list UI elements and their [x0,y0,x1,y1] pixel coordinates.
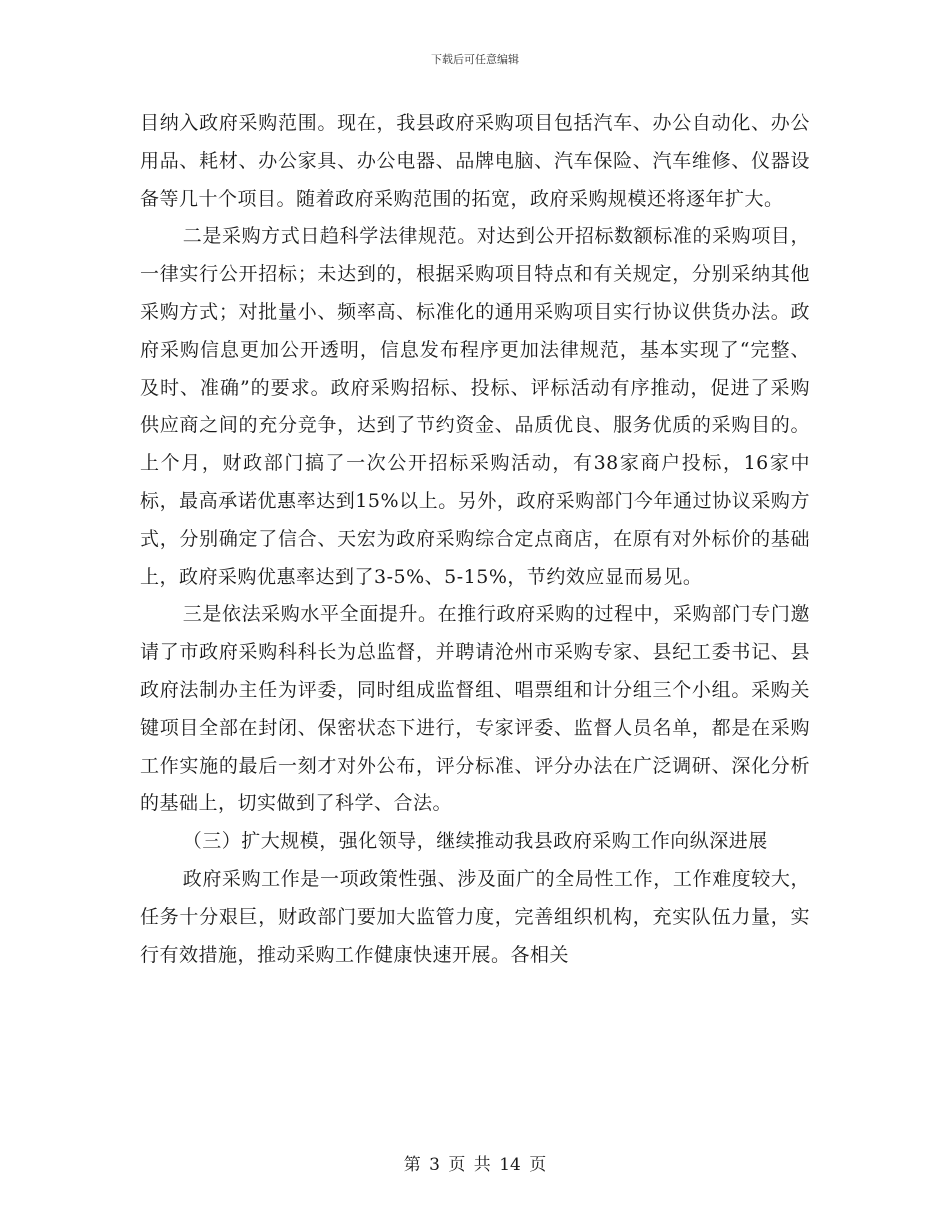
document-body [140,105,810,974]
section-heading: （三）扩大规模，强化领导，继续推动我县政府采购工作向纵深进展 [182,830,768,853]
page-header-note: 下载后可任意编辑 [431,53,519,66]
paragraph-procurement-methods: 二是采购方式日趋科学法律规范。对达到公开招标数额标准的采购项目，一律实行公开招标；未达到的，根据采购项目特点和有关规定，分别采纳其他采购方式；对批量小、频率高、标准化的通用采购项目实行协议供货办法。政府采购信息更加公开透明，信息发布程序更加法律规范，基本实现了“完整、及时、准确”的要求。政府采购招标、投标、评标活动有序推动，促进了采购供应商之间的充分竞争，达到了节约资金、品质优良、服务优质的采购目的。上个月，财政部门搞了一次公开招标采购活动，有38家商户投标，16家中标，最高承诺优惠率达到15%以上。另外，政府采购部门今年通过协议采购方式，分别确定了信合、天宏为政府采购综合定点商店，在原有对外标价的基础上，政府采购优惠率达到了3-5%、5-15%，节约效应显而易见。 [140,225,810,588]
page-number: 第 3 页 共 14 页 [403,1155,547,1175]
paragraph-continuation: 目纳入政府采购范围。现在，我县政府采购项目包括汽车、办公自动化、办公用品、耗材、办公家具、办公电器、品牌电脑、汽车保险、汽车维修、仪器设备等几十个项目。随着政府采购范围的拓宽，政府采购规模还将逐年扩大。 [140,112,810,210]
paragraph-government-procurement-work: 政府采购工作是一项政策性强、涉及面广的全局性工作，工作难度较大，任务十分艰巨，财政部门要加大监管力度，完善组织机构，充实队伍力量，实行有效措施，推动采购工作健康快速开展。各相关 [140,867,810,966]
paragraph-lawful-procurement: 三是依法采购水平全面提升。在推行政府采购的过程中，采购部门专门邀请了市政府采购科科长为总监督，并聘请沧州市采购专家、县纪工委书记、县政府法制办主任为评委，同时组成监督组、唱票组和计分组三个小组。采购关键项目全部在封闭、保密状态下进行，专家评委、监督人员名单，都是在采购工作实施的最后一刻才对外公布，评分标准、评分办法在广泛调研、深化分析的基础上，切实做到了科学、合法。 [140,603,810,815]
